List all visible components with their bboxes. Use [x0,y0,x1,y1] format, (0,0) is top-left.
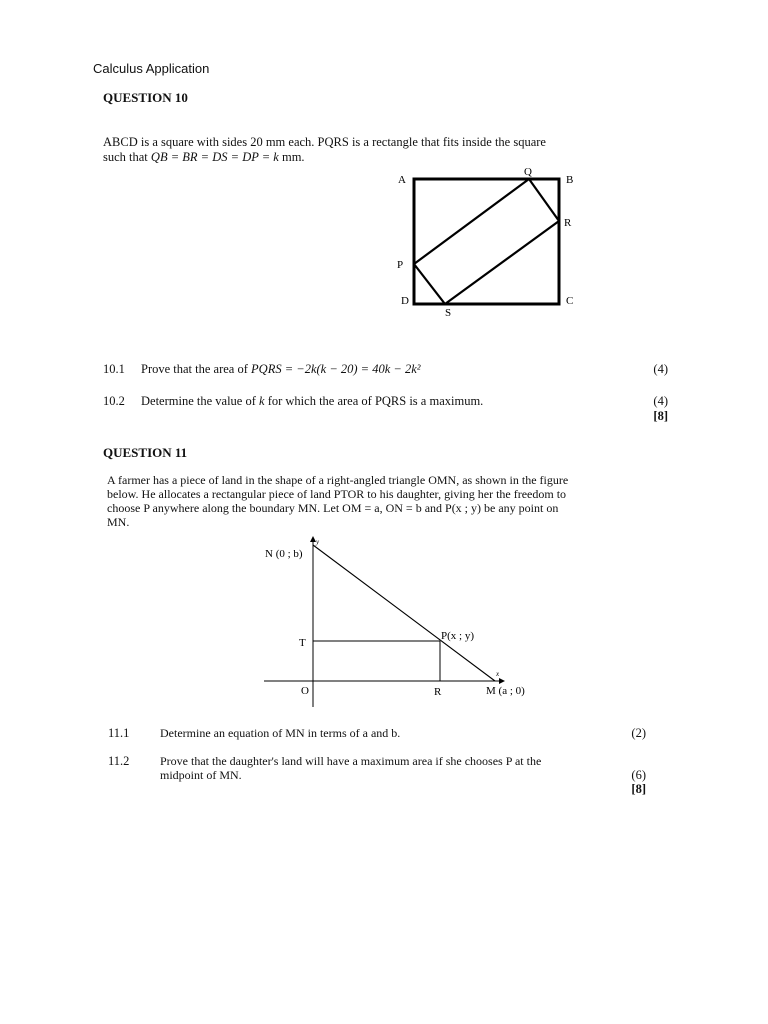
label-q: Q [524,166,532,178]
page-header: Calculus Application [93,61,210,76]
label-n: N (0 ; b) [265,548,303,560]
question-11-intro [107,473,627,529]
label-m: M (a ; 0) [486,685,525,697]
square-rectangle-diagram [390,164,590,324]
item-11-2-line1: Prove that the daughter's land will have a maximum area if she chooses P at the [160,754,542,768]
rectangle-pqrs [414,179,559,304]
question-10-intro [103,135,643,165]
label-r: R [434,686,442,698]
label-d: D [401,295,409,307]
item-10-1-math: PQRS = −2k(k − 20) = 40k − 2k² [251,362,421,376]
label-s: S [445,307,452,319]
item-10-1-text: Prove that the area of PQRS = −2k(k − 20) = 40k − 2k² [141,362,421,376]
label-x-axis: x [496,670,500,678]
item-11-1-text: Determine an equation of MN in terms of a and b. [160,726,401,740]
item-11-2-marks: (6) [631,768,646,782]
question-10-total: [8] [653,409,668,423]
item-11-1-number: 11.1 [108,726,130,740]
item-11-2-text [160,754,610,782]
label-c: C [566,295,574,307]
question-11-intro-line4: MN. [107,515,130,529]
triangle-land-diagram [250,535,550,710]
label-b: B [566,174,574,186]
label-a: A [398,174,406,186]
question-10-intro-line2: such that QB = BR = DS = DP = k mm. [103,150,305,164]
item-10-1-number: 10.1 [103,362,125,376]
item-10-2-math: k [259,394,265,408]
question-11-title: QUESTION 11 [103,445,188,460]
question-11-intro-line2: below. He allocates a rectangular piece of land PTOR to his daughter, giving her the freedom to [107,487,567,501]
item-10-1-marks: (4) [653,362,668,376]
label-t: T [299,637,306,649]
item-11-1-marks: (2) [631,726,646,740]
label-o: O [301,685,309,697]
item-11-2-number: 11.2 [108,754,130,768]
item-10-2-marks: (4) [653,394,668,408]
label-p: P(x ; y) [441,630,474,642]
line-mn [313,545,495,681]
label-p: P [397,259,404,271]
question-11-total: [8] [631,782,646,796]
question-10-intro-line1: ABCD is a square with sides 20 mm each. PQRS is a rectangle that fits inside the square [103,135,546,149]
item-10-2-number: 10.2 [103,394,125,408]
label-y-axis: y [316,538,320,546]
item-11-2-line2: midpoint of MN. [160,768,242,782]
question-10-title: QUESTION 10 [103,90,188,105]
question-11-intro-line1: A farmer has a piece of land in the shape of a right-angled triangle OMN, as shown in the figure [107,473,569,487]
question-11-intro-line3: choose P anywhere along the boundary MN. Let OM = a, ON = b and P(x ; y) be any point on [107,501,559,515]
item-10-2-text: Determine the value of k for which the area of PQRS is a maximum. [141,394,484,408]
square-abcd [414,179,559,304]
question-10-math: QB = BR = DS = DP = k [150,150,279,164]
label-r: R [564,217,572,229]
